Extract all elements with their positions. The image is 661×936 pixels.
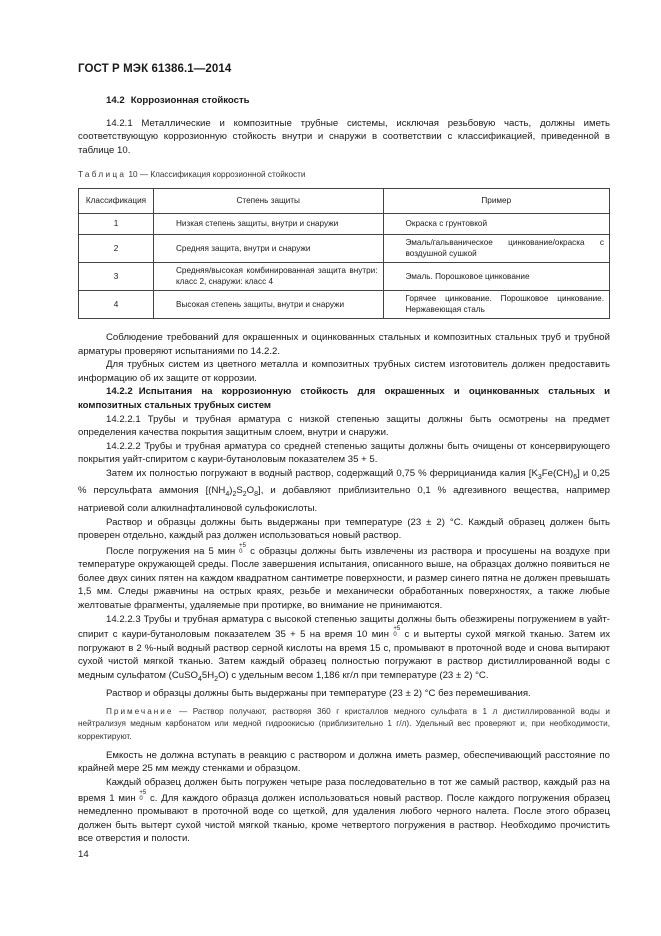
tolerance-upper: +5 — [139, 789, 147, 796]
subscript: 4 — [225, 491, 230, 499]
classification-table — [78, 188, 610, 319]
subscript: 8 — [254, 491, 259, 499]
section-number: 14.2 — [106, 95, 125, 106]
text-run: с и вытерты сухой мягкой тканью. Затем их погружают в 2 %-ный водный раствор серной кислоты на время 15 с, промывают в проточной воде и снова вытирают сухой чистой мягкой тканью. Затем каждый образец полностью погружают в раствор дистиллированной воды с медным сульфатом (CuSO — [78, 629, 611, 682]
text-run: ] и 0,25 % персульфата аммония [(NH — [78, 467, 611, 497]
text-run: O) с удельным весом 1,186 кг/л при температуре (23 ± 2) °С. — [218, 670, 489, 682]
text-run: O — [246, 485, 255, 497]
text-run: ], и добавляют приблизительно 0,1 % адгезивного вещества, например натриевой соли алкилнафталиновой сульфокислоты. — [78, 485, 610, 514]
tolerance-upper: +5 — [239, 542, 247, 549]
cell-degree: Низкая степень защиты, внутри и снаружи — [153, 213, 383, 234]
header-example: Пример — [383, 188, 610, 213]
text-run: Затем их полностью погружают в водный раствор, содержащий 0,75 % феррицианида калия [K — [106, 467, 538, 479]
section-number: 14.2.2 — [106, 386, 133, 398]
table-row — [79, 234, 610, 262]
paragraph-after-immersion — [78, 543, 610, 613]
note — [78, 706, 610, 743]
section-title: Коррозионная стойкость — [130, 95, 250, 106]
cell-example: Эмаль. Порошковое цинкование — [383, 262, 610, 290]
subscript: 2 — [214, 675, 219, 683]
cell-example: Эмаль/гальваническое цинкование/окраска с воздушной сушкой — [383, 234, 610, 262]
subscript: 3 — [537, 473, 542, 481]
cell-class: 1 — [79, 213, 154, 234]
table-caption-text: 10 — Классификация коррозионной стойкости — [128, 170, 306, 180]
paragraph-compliance: Соблюдение требований для окрашенных и оцинкованных стальных и композитных стальных труб и трубной арматуры проверяют испытаниями по 14.2.2. — [78, 331, 610, 357]
table-row — [79, 290, 610, 318]
text-run: Fe(CH) — [541, 467, 574, 479]
text-run: Каждый образец должен быть погружен четыре раза последовательно в тот же самый раствор, каждый раз на время 1 мин — [78, 776, 610, 804]
subscript: 6 — [573, 473, 578, 481]
paragraph-immersion — [78, 467, 610, 516]
note-text: — Раствор получают, растворяя 360 г кристаллов медного сульфата в 1 л дистиллированной воды и нейтрализуя медным карбонатом или медной гидроокисью (приблизительно 1 г/л). Удельный вес проверяют и, при необходимости, корректируют. — [78, 707, 610, 741]
paragraph-14-2-2-3 — [78, 613, 610, 687]
cell-class: 2 — [79, 234, 154, 262]
document-header: ГОСТ Р МЭК 61386.1—2014 — [78, 63, 232, 75]
paragraph-14-2-2-1: 14.2.2.1 Трубы и трубная арматура с низкой степенью защиты должны быть осмотрены на предмет определения качества покрытия защитным слоем, внутри и снаружи. — [78, 413, 610, 439]
page-number: 14 — [78, 849, 89, 860]
section-title: Испытания на коррозионную стойкость для окрашенных и оцинкованных стальных и композитных стальных трубных систем — [78, 386, 610, 411]
tolerance — [139, 790, 146, 802]
text-run: После погружения на 5 мин — [106, 545, 236, 557]
tolerance-lower: 0 — [239, 548, 243, 555]
tolerance — [393, 626, 400, 638]
cell-class: 4 — [79, 290, 154, 318]
section-heading-14-2-2 — [78, 385, 610, 412]
cell-degree: Средняя защита, внутри и снаружи — [153, 234, 383, 262]
tolerance — [239, 543, 246, 555]
cell-example: Горячее цинкование. Порошковое цинкование. Нержавеющая сталь — [383, 290, 610, 318]
text-run: 14.2.2.3 Трубы и трубная арматура с высокой степенью защиты должны быть обезжирены погружением в уайт-спирит с каури-бутаноловым показателем 35 + 5 на время 10 мин — [78, 613, 610, 641]
text-run: 5H — [201, 670, 215, 682]
section-heading-14-2 — [78, 94, 610, 108]
paragraph-hold: Раствор и образцы должны быть выдержаны при температуре (23 ± 2) °С. Каждый образец должен быть проверен отдельно, каждый раз должен использоваться новый раствор. — [78, 516, 610, 542]
table-caption — [78, 168, 610, 182]
document-body — [78, 94, 610, 846]
paragraph-hold-2: Раствор и образцы должны быть выдержаны при температуре (23 ± 2) °С без перемешивания. — [106, 687, 531, 699]
subscript: 4 — [197, 675, 202, 683]
text-run: с. Для каждого образца должен использоваться новый раствор. После каждого погружения образец немедленно промывают в проточной воде со щеткой, для удаления любого черного налета. После этого образец должен быть вытерт сухой чистой мягкой тканью, кроме четвертого погружения в раствор. Необходимо прочистить все отверстия и полости. — [78, 792, 610, 845]
header-degree: Степень защиты — [153, 188, 383, 213]
cell-class: 3 — [79, 262, 154, 290]
text-run: с образцы должны быть извлечены из раствора и просушены на воздухе при температуре окружающей среды. После завершения испытания, описанного выше, на образцах должно появиться не более двух синих пятен на каждом квадратном сантиметре поверхности, и размер синего пятна не должен превышать 1,5 мм. Следы ржавчины на острых краях, резьбе и механически обработанных поверхностях, а также любые желтоватые фрагменты, удаляемые при протирке, во внимание не принимаются. — [78, 545, 610, 612]
paragraph-14-2-2-2: 14.2.2.2 Трубы и трубная арматура со средней степенью защиты должны быть очищены от консервирующего покрытия уайт-спиритом с каури-бутаноловым показателем 35 + 5. — [78, 440, 610, 466]
cell-degree: Высокая степень защиты, внутри и снаружи — [153, 290, 383, 318]
cell-example: Окраска с грунтовкой — [383, 213, 610, 234]
text-run: S — [236, 485, 243, 497]
paragraph-four-immersions — [78, 776, 610, 846]
tolerance-upper: +5 — [393, 626, 401, 633]
cell-degree: Средняя/высокая комбинированная защита внутри: класс 2, снаружи: класс 4 — [153, 262, 383, 290]
table-header-row — [79, 188, 610, 213]
table-caption-label: Таблица — [78, 170, 127, 180]
paragraph-capacity: Емкость не должна вступать в реакцию с раствором и должна иметь размер, обеспечивающий расстояние по крайней мере 25 мм между стенками и образцом. — [78, 749, 610, 775]
subscript: 2 — [232, 491, 237, 499]
subscript: 2 — [242, 491, 247, 499]
table-row — [79, 213, 610, 234]
note-label: Примечание — [106, 707, 174, 717]
text-run: ) — [229, 485, 233, 497]
table-row — [79, 262, 610, 290]
paragraph-nonferrous: Для трубных систем из цветного металла и композитных трубных систем изготовитель должен предоставить информацию об их защите от коррозии. — [78, 359, 610, 384]
tolerance-lower: 0 — [393, 632, 397, 639]
paragraph-14-2-1: 14.2.1 Металлические и композитные трубные системы, исключая резьбовую часть, должны иметь соответствующую коррозионную стойкость внутри и снаружи в соответствии с классификацией, приведенной в таблице 10. — [78, 117, 610, 156]
header-classification: Классификация — [79, 188, 154, 213]
tolerance-lower: 0 — [139, 795, 143, 802]
